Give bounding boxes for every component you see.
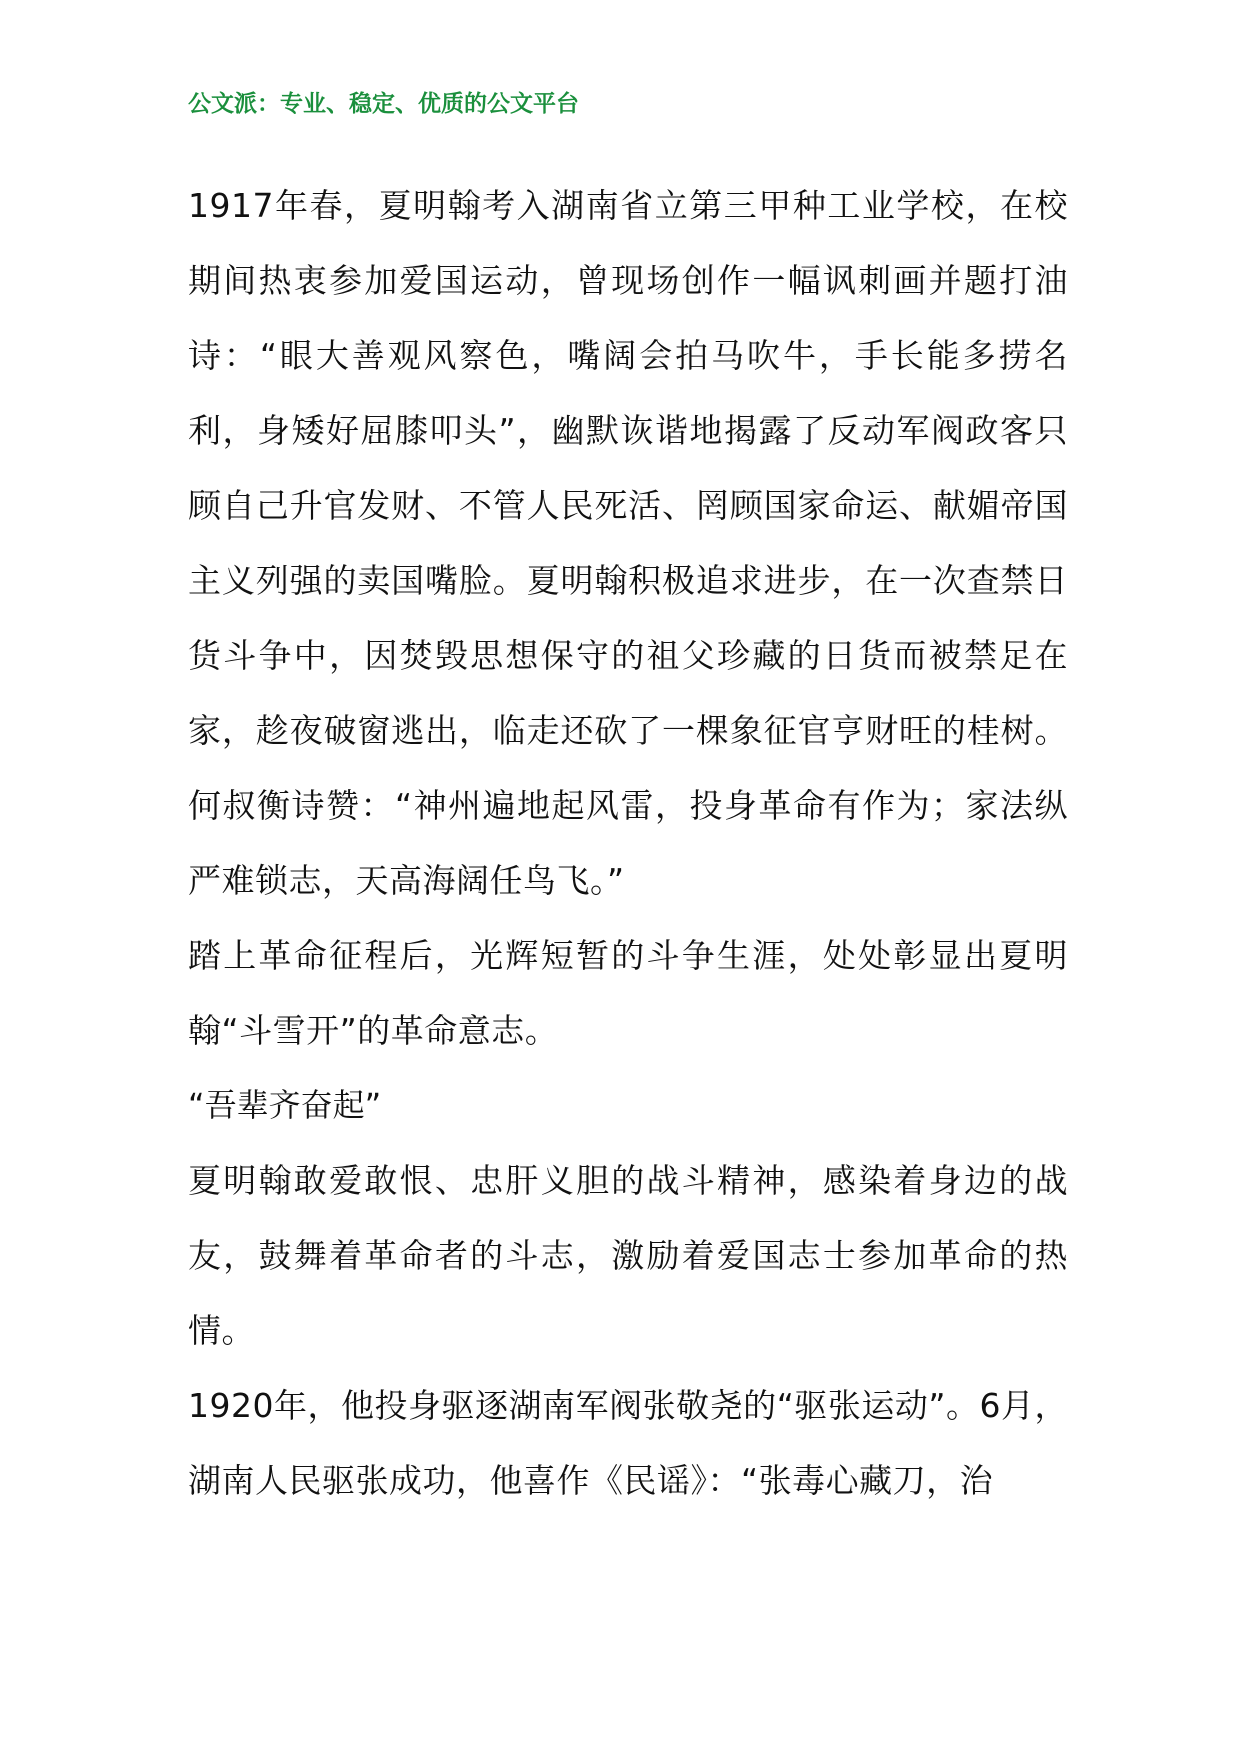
section-heading: “吾辈齐奋起” bbox=[188, 1086, 382, 1124]
paragraph-4: 1920年，他投身驱逐湖南军阀张敬尧的“驱张运动”。6月，湖南人民驱张成功，他喜作《民谣》：“张毒心藏刀，治 bbox=[188, 1386, 1068, 1500]
document-body bbox=[188, 168, 1068, 1518]
header-banner: 公文派：专业、稳定、优质的公文平台 bbox=[188, 90, 579, 117]
paragraph-3: 夏明翰敢爱敢恨、忠肝义胆的战斗精神，感染着身边的战友，鼓舞着革命者的斗志，激励着爱国志士参加革命的热情。 bbox=[188, 1161, 1068, 1350]
paragraph-2: 踏上革命征程后，光辉短暂的斗争生涯，处处彰显出夏明翰“斗雪开”的革命意志。 bbox=[188, 936, 1068, 1050]
paragraph-1: 1917年春，夏明翰考入湖南省立第三甲种工业学校，在校期间热衷参加爱国运动，曾现场创作一幅讽刺画并题打油诗：“眼大善观风察色，嘴阔会拍马吹牛，手长能多捞名利，身矮好屈膝叩头”，幽默诙谐地揭露了反动军阀政客只顾自己升官发财、不管人民死活、罔顾国家命运、献媚帝国主义列强的卖国嘴脸。夏明翰积极追求进步，在一次查禁日货斗争中，因焚毁思想保守的祖父珍藏的日货而被禁足在家，趁夜破窗逃出，临走还砍了一棵象征官亨财旺的桂树。何叔衡诗赞：“神州遍地起风雷，投身革命有作为；家法纵严难锁志，天高海阔任鸟飞。” bbox=[188, 186, 1068, 900]
